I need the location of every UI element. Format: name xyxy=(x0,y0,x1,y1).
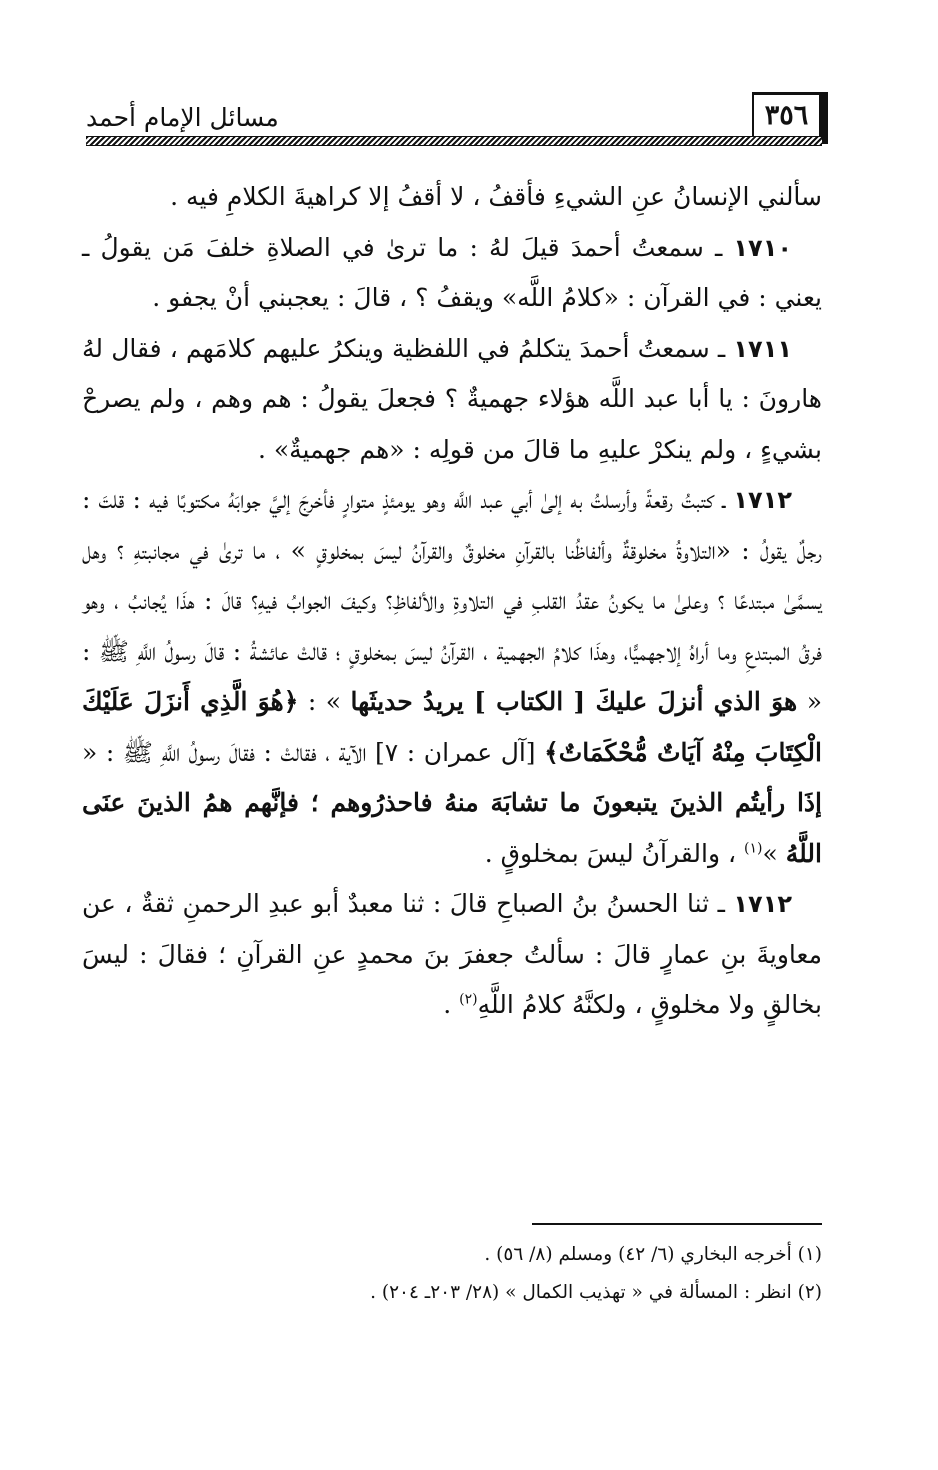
hadith-quote: إذَا رأيتُم الذينَ يتبعونَ ما تشابَهَ منهُ فاحذرُوهم ؛ فإنَّهم همُ الذينَ عنَى اللَّهُ xyxy=(82,788,822,868)
main-text xyxy=(82,172,822,1031)
paragraph-1712-b: ١٧١٢ ـ ثنا الحسنُ بنُ الصباحِ قالَ : ثنا معبدٌ أبو عبدِ الرحمنِ ثقةٌ ، عن معاويةَ بنِ عمارٍ قالَ : سألتُ جعفرَ بنَ محمدٍ عنِ القرآنِ ؛ فقالَ : ليسَ بخالقٍ ولا مخلوقٍ ، ولكنَّهُ كلامُ اللَّهِ$^{(٢)}$ . xyxy=(82,889,822,1019)
footnote-2: (٢) انظر : المسألة في « تهذيب الكمال » (٢٨/ ٢٠٣ـ ٢٠٤) . xyxy=(370,1282,822,1303)
hadith-quote: هوَ الذي أنزلَ عليكَ [ الكتاب ] يريدُ حديثَها xyxy=(350,687,798,716)
footnote-ref-2[interactable]: (٢) xyxy=(459,991,478,1008)
paragraph-1712: ١٧١٢ ـ كتبتُ رقعةً وأرسلتُ به إلىٰ أبي عبد اللَّه وهو يومئذٍ متوارٍ فأخرجَ إليَّ جوابَهُ مكتوبًا فيه : قلتَ : رجلٌ يقولُ : «التلاوةُ مخلوقةٌ وألفاظُنا بالقرآنِ مخلوقٌ والقرآنُ ليسَ بمخلوقٍ » ، ما ترىٰ في مجانبتهِ ؟ وهل يسمَّىٰ مبتدعًا ؟ وعلىٰ ما يكونُ عقدُ القلبِ في التلاوةِ والألفاظِ؟ وكيفَ الجوابُ فيهِ؟ قالَ : هذَا يُجانبُ ، وهو فرقُ المبتدعِ وما أراهُ إلاجهميًّا، وهذَا كلامُ الجهمية ، القرآنُ ليسَ بمخلوقٍ ؛ قالتْ عائشةُ : قالَ رسولُ اللَّهِ ﷺ : « هوَ الذي أنزلَ عليكَ [ الكتاب ] يريدُ حديثَها » : ﴿هُوَ الَّذِي أَنزَلَ عَلَيْكَ الْكِتَابَ مِنْهُ آيَاتٌ مُّحْكَمَاتٌ﴾ [آل عمران : ٧] الآية ، فقالتْ : فقالَ رسولُ اللَّهِ ﷺ : « إذَا رأيتُم الذينَ يتبعونَ ما تشابَهَ منهُ فاحذرُوهم ؛ فإنَّهم همُ الذينَ عنَى اللَّهُ »$^{(١)}$ ، والقرآنُ ليسَ بمخلوقٍ . xyxy=(82,485,822,868)
header-rule xyxy=(86,136,822,146)
quran-verse: ﴿هُوَ الَّذِي أَنزَلَ عَلَيْكَ الْكِتَابَ مِنْهُ آيَاتٌ مُّحْكَمَاتٌ﴾ xyxy=(82,687,822,767)
entry-number: ١٧١١ xyxy=(733,334,792,363)
footnote-ref-1[interactable]: (١) xyxy=(744,840,763,857)
page-header xyxy=(86,92,822,150)
footnote-divider xyxy=(532,1223,822,1225)
page-number: ٣٥٦ xyxy=(752,92,822,136)
running-title: مسائل الإمام أحمد xyxy=(86,103,279,132)
footnotes xyxy=(200,1236,822,1312)
footnote-1: (١) أخرجه البخاري (٦/ ٤٢) ومسلم (٨/ ٥٦) . xyxy=(484,1244,822,1265)
paragraph-1710: ١٧١٠ ـ سمعتُ أحمدَ قيلَ لهُ : ما ترىٰ في الصلاةِ خلفَ مَن يقولُ ـ يعني : في القرآن : «كلامُ اللَّه» ويقفُ ؟ ، قالَ : يعجبني أنْ يجفو . xyxy=(82,232,822,312)
entry-number: ١٧١٢ xyxy=(733,890,792,918)
paragraph-1711: ١٧١١ ـ سمعتُ أحمدَ يتكلمُ في اللفظية وينكرُ عليهم كلامَهم ، فقال لهُ هارونَ : يا أبا عبد اللَّه هؤلاء جهميةٌ ؟ فجعلَ يقولُ : هم وهم ، ولم يصرحْ بشيءٍ ، ولم ينكرْ عليهِ ما قالَ من قولِه : «هم جهميةٌ» . xyxy=(82,333,822,464)
entry-number: ١٧١٢ xyxy=(733,486,792,514)
entry-number: ١٧١٠ xyxy=(733,233,792,262)
paragraph-continuation: سألني الإنسانُ عنِ الشيءِ فأقفُ ، لا أقفُ إلا كراهيةَ الكلامِ فيه . xyxy=(170,182,822,211)
